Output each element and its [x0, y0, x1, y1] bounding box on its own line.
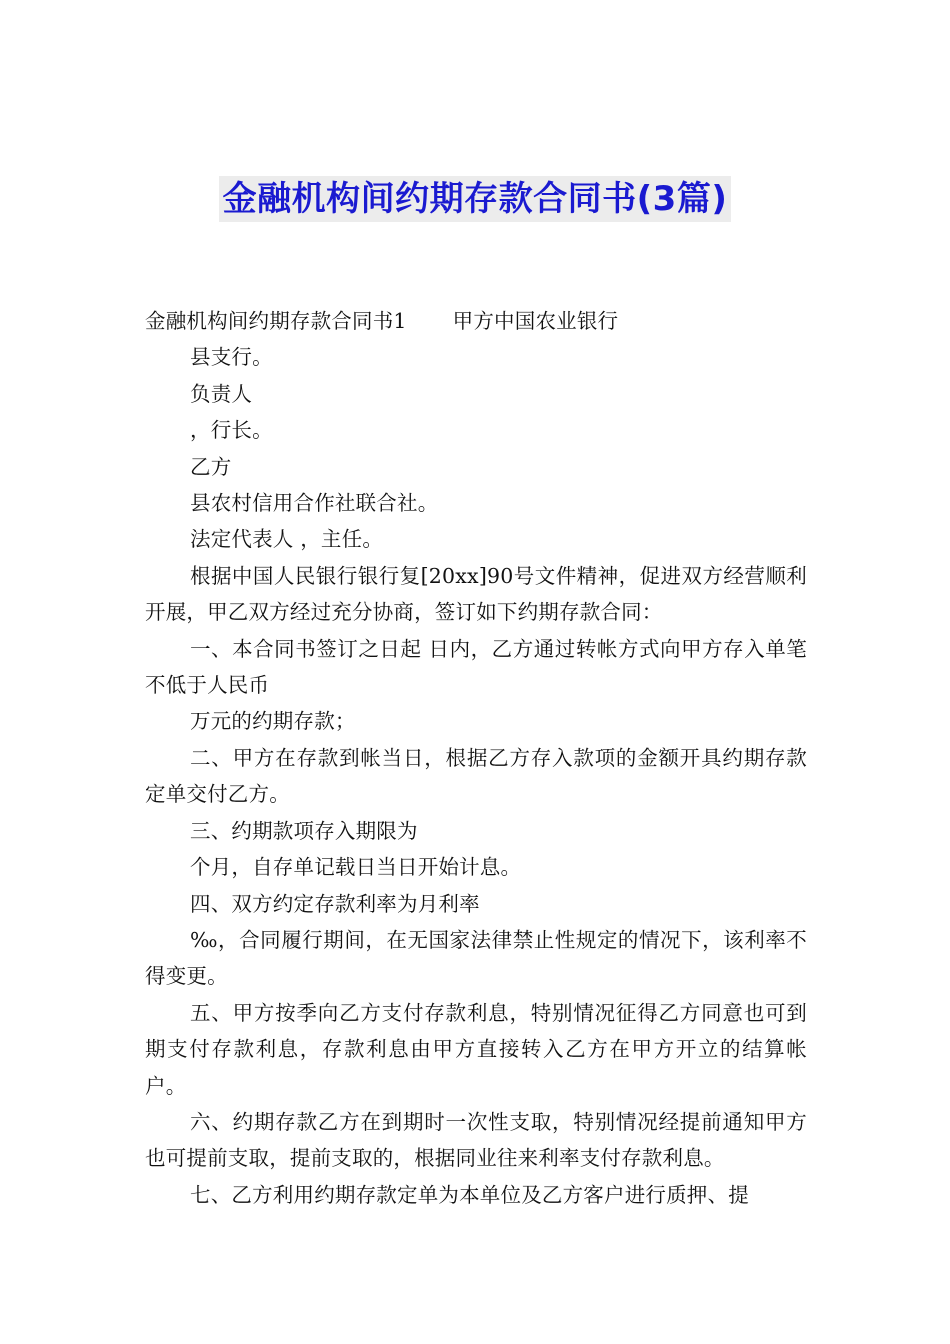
paragraph: 县农村信用合作社联合社。: [190, 491, 439, 516]
paragraph: 二、甲方在存款到帐当日，根据乙方存入款项的金额开具约期存款定单交付乙方。: [145, 745, 807, 807]
contract-heading: 金融机构间约期存款合同书1: [145, 309, 407, 333]
paragraph: ‰，合同履行期间，在无国家法律禁止性规定的情况下，该利率不得变更。: [145, 927, 807, 989]
paragraph: 三、约期款项存入期限为: [190, 818, 418, 843]
paragraph: 五、甲方按季向乙方支付存款利息，特别情况征得乙方同意也可到期支付存款利息，存款利息由甲方直接转入乙方在甲方开立的结算帐户。: [145, 1000, 807, 1098]
paragraph: 七、乙方利用约期存款定单为本单位及乙方客户进行质押、提: [190, 1182, 749, 1207]
document-title: 金融机构间约期存款合同书(3篇): [219, 176, 732, 222]
party-a-name: 甲方中国农业银行: [452, 309, 619, 333]
title-container: [0, 176, 950, 222]
first-line: [145, 303, 807, 339]
paragraph: 县支行。: [190, 345, 273, 370]
paragraph: 六、约期存款乙方在到期时一次性支取，特别情况经提前通知甲方也可提前支取，提前支取的，根据同业往来利率支付存款利息。: [145, 1109, 807, 1171]
paragraph: 乙方: [190, 454, 232, 479]
paragraph: 四、双方约定存款利率为月利率: [190, 891, 480, 916]
paragraph: 法定代表人 ，主任。: [190, 527, 384, 552]
paragraph: 负责人: [190, 381, 253, 406]
paragraph: 万元的约期存款；: [190, 709, 356, 734]
paragraph: 个月，自存单记载日当日开始计息。: [190, 855, 522, 880]
paragraph: 一、本合同书签订之日起 日内，乙方通过转帐方式向甲方存入单笔不低于人民币: [145, 636, 807, 698]
document-body: [145, 303, 807, 1213]
paragraph: 根据中国人民银行银行复[20xx]90号文件精神，促进双方经营顺利开展，甲乙双方经过充分协商，签订如下约期存款合同：: [145, 563, 807, 625]
paragraph: ，行长。: [190, 418, 273, 443]
